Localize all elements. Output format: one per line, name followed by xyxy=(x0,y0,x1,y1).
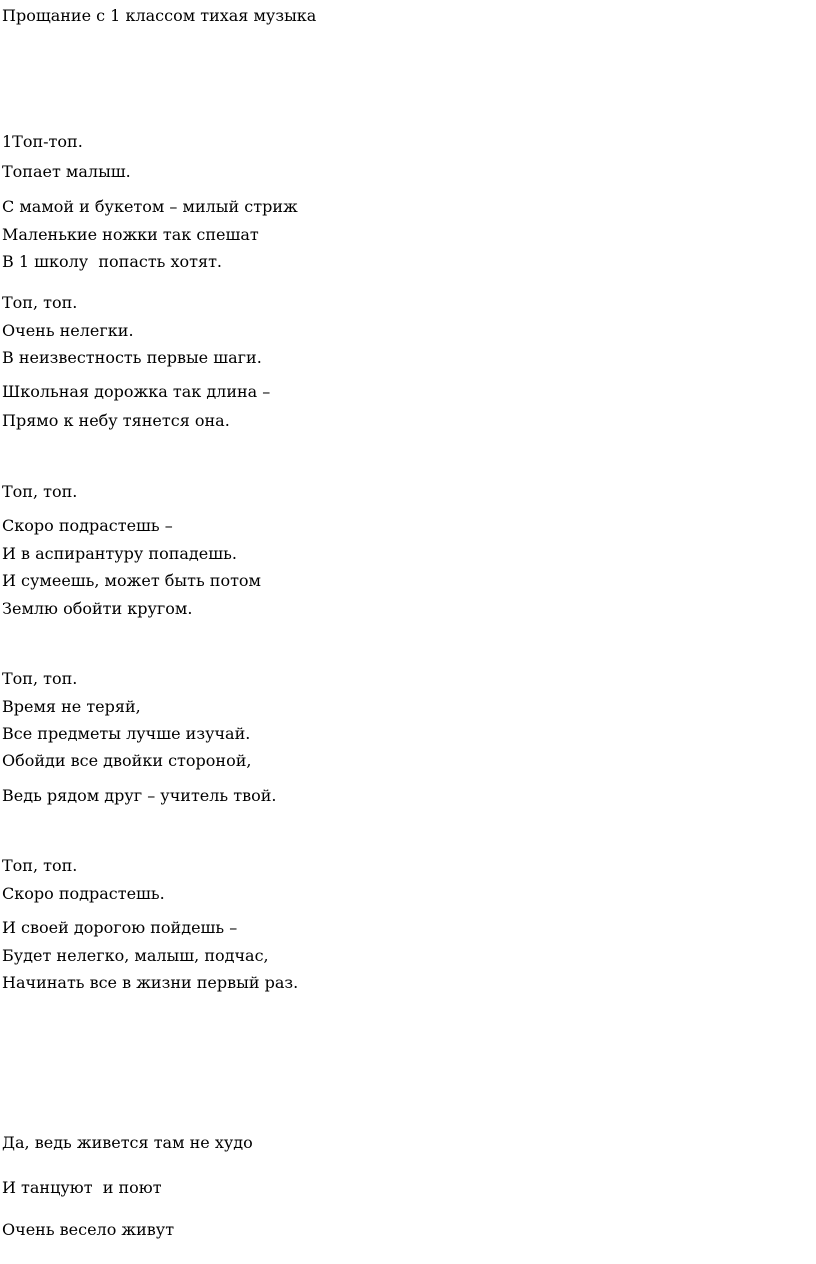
verse-line: Время не теряй, xyxy=(2,697,141,716)
verse-line: Прямо к небу тянется она. xyxy=(2,411,230,430)
verse-line: Очень нелегки. xyxy=(2,321,134,340)
verse-line: С мамой и букетом – милый стриж xyxy=(2,197,298,216)
verse-line: Все предметы лучше изучай. xyxy=(2,724,251,743)
verse-line: Топ, топ. xyxy=(2,293,78,312)
verse-line: И танцуют и поют xyxy=(2,1178,162,1197)
verse-line: Землю обойти кругом. xyxy=(2,599,193,618)
verse-line: И своей дорогою пойдешь – xyxy=(2,918,238,937)
verse-line: Да, ведь живется там не худо xyxy=(2,1133,253,1152)
verse-line: И сумеешь, может быть потом xyxy=(2,571,261,590)
verse-line: 1Топ-топ. xyxy=(2,132,83,151)
verse-line: Школьная дорожка так длина – xyxy=(2,382,271,401)
verse-line: Очень весело живут xyxy=(2,1220,175,1239)
verse-line: И в аспирантуру попадешь. xyxy=(2,544,237,563)
verse-line: Ведь рядом друг – учитель твой. xyxy=(2,786,277,805)
verse-line: Топает малыш. xyxy=(2,162,131,181)
document-title: Прощание с 1 классом тихая музыка xyxy=(2,6,317,25)
verse-line: Начинать все в жизни первый раз. xyxy=(2,973,299,992)
verse-line: Топ, топ. xyxy=(2,669,78,688)
verse-line: Топ, топ. xyxy=(2,482,78,501)
verse-line: Будет нелегко, малыш, подчас, xyxy=(2,946,269,965)
verse-line: Обойди все двойки стороной, xyxy=(2,751,252,770)
verse-line: Скоро подрастешь. xyxy=(2,884,165,903)
verse-line: Скоро подрастешь – xyxy=(2,516,173,535)
verse-line: В 1 школу попасть хотят. xyxy=(2,252,223,271)
verse-line: В неизвестность первые шаги. xyxy=(2,348,262,367)
verse-line: Топ, топ. xyxy=(2,856,78,875)
verse-line: Маленькие ножки так спешат xyxy=(2,225,259,244)
